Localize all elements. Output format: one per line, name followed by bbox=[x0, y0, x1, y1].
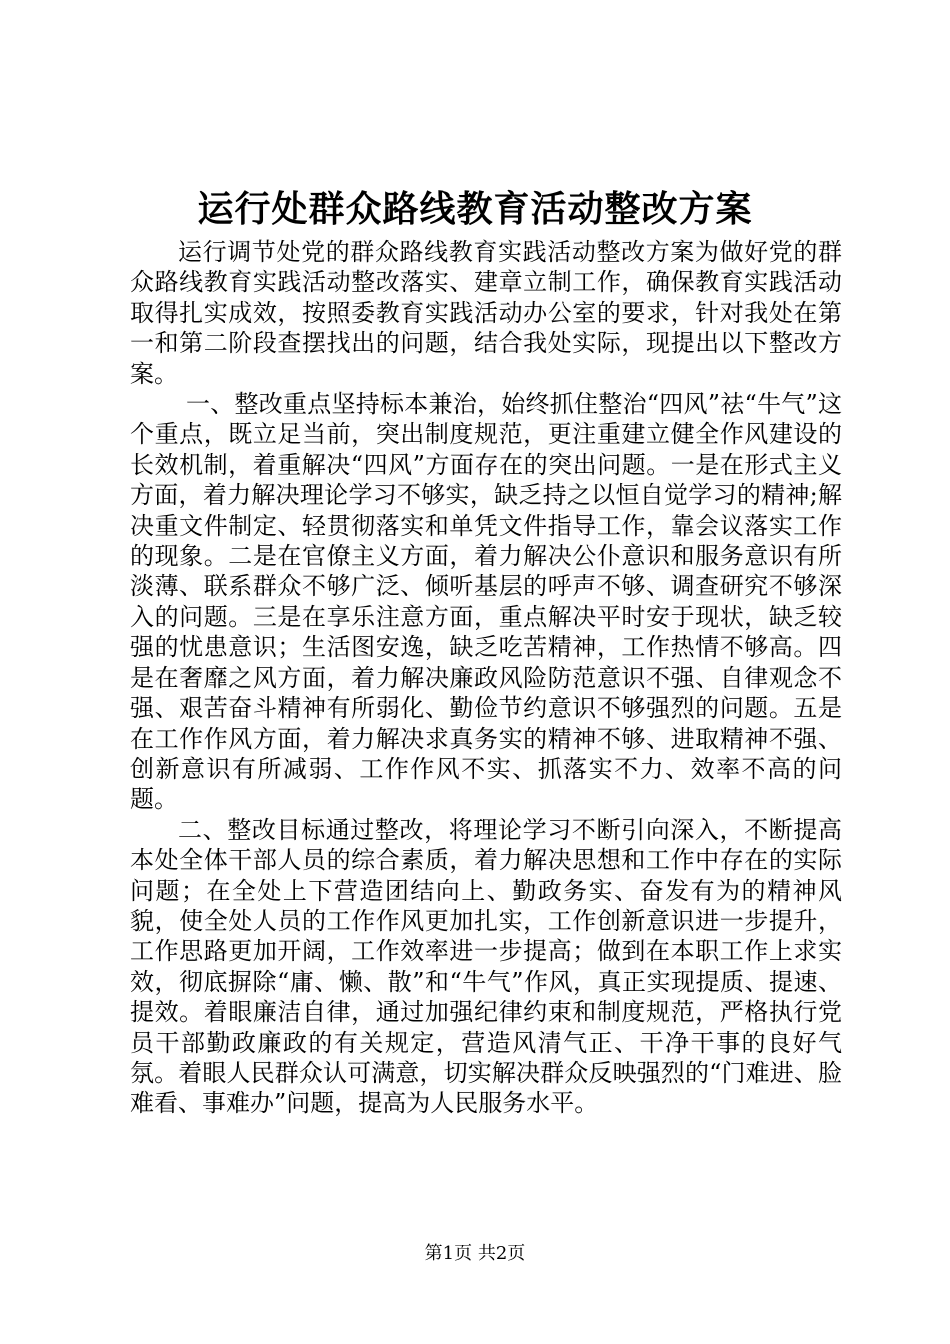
paragraph-rectification-focus: 一、整改重点坚持标本兼治，始终抓住整治“四风”祛“牛气”这个重点，既立足当前，突出制度规范，更注重建立健全作风建设的长效机制，着重解决“四风”方面存在的突出问题。一是在形式主义方面，着力解决理论学习不够实，缺乏持之以恒自觉学习的精神;解决重文件制定、轻贯彻落实和单凭文件指导工作，靠会议落实工作的现象。二是在官僚主义方面，着力解决公仆意识和服务意识有所淡薄、联系群众不够广泛、倾听基层的呼声不够、调查研究不够深入的问题。三是在享乐注意方面，重点解决平时安于现状，缺乏较强的忧患意识；生活图安逸，缺乏吃苦精神，工作热情不够高。四是在奢靡之风方面，着力解决廉政风险防范意识不强、自律观念不强、艰苦奋斗精神有所弱化、勤俭节约意识不够强烈的问题。五是在工作作风方面，着力解决求真务实的精神不够、进取精神不强、创新意识有所减弱、工作作风不实、抓落实不力、效率不高的问题。 bbox=[130, 390, 842, 814]
document-body bbox=[130, 237, 842, 1119]
paragraph-intro: 运行调节处党的群众路线教育实践活动整改方案为做好党的群众路线教育实践活动整改落实、建章立制工作，确保教育实践活动取得扎实成效，按照委教育实践活动办公室的要求，针对我处在第一和第二阶段查摆找出的问题，结合我处实际，现提出以下整改方案。 bbox=[130, 238, 842, 388]
document-title: 运行处群众路线教育活动整改方案 bbox=[197, 188, 753, 230]
paragraph-rectification-goals: 二、整改目标通过整改，将理论学习不断引向深入，不断提高本处全体干部人员的综合素质，着力解决思想和工作中存在的实际问题；在全处上下营造团结向上、勤政务实、奋发有为的精神风貌，使全处人员的工作作风更加扎实，工作创新意识进一步提升，工作思路更加开阔，工作效率进一步提高；做到在本职工作上求实效，彻底摒除“庸、懒、散”和“牛气”作风，真正实现提质、提速、提效。着眼廉洁自律，通过加强纪律约束和制度规范，严格执行党员干部勤政廉政的有关规定，营造风清气正、干净干事的良好气氛。着眼人民群众认可满意，切实解决群众反映强烈的“门难进、脸难看、事难办”问题，提高为人民服务水平。 bbox=[130, 815, 842, 1118]
page-footer: 第1页 共2页 bbox=[424, 1243, 526, 1264]
